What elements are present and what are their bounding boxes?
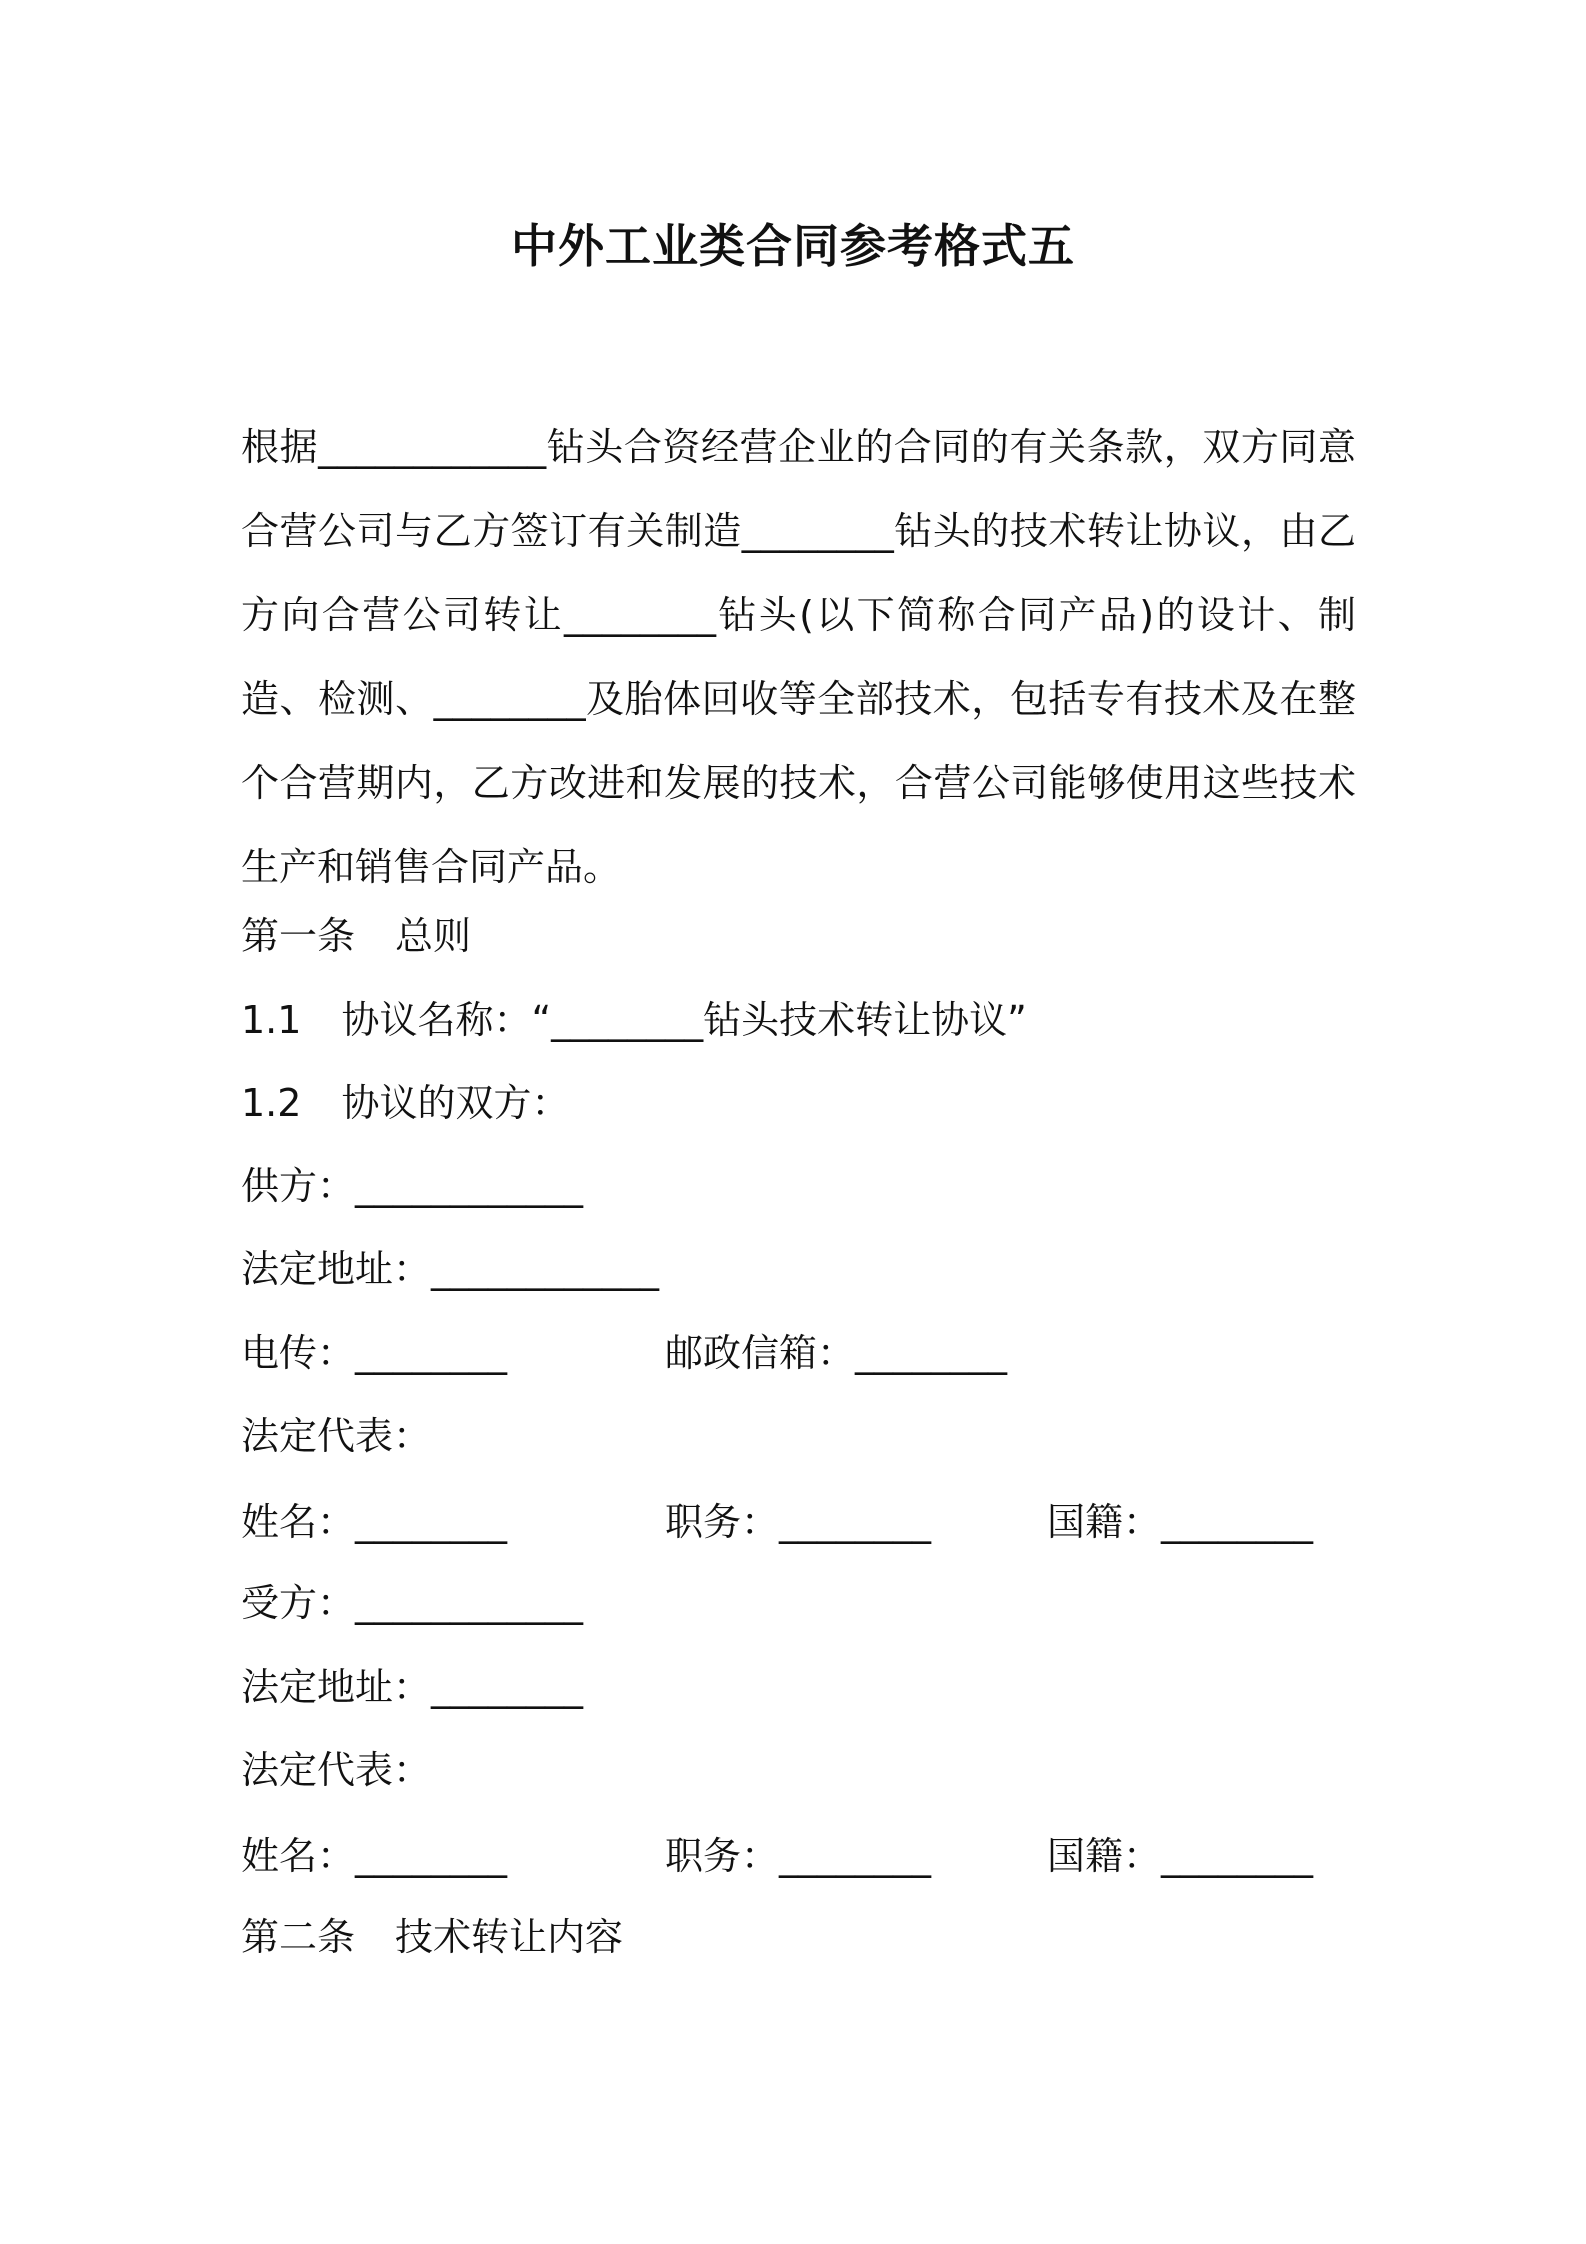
clause-1-1-text: 协议名称：“________钻头技术转让协议”	[341, 998, 1027, 1042]
supplier-contact-row	[241, 1328, 1356, 1378]
recipient-representative-label: 法定代表：	[241, 1748, 432, 1792]
recipient-address: 法定地址：________	[241, 1665, 584, 1709]
supplier-label: 供方：____________	[241, 1164, 584, 1208]
article-1-heading	[241, 911, 471, 961]
supplier-fax: 电传：________	[241, 1331, 508, 1375]
article-2-heading	[241, 1912, 623, 1962]
clause-1-2	[241, 1078, 569, 1128]
supplier-rep-name: 姓名：________	[241, 1500, 508, 1544]
recipient-rep-name: 姓名：________	[241, 1834, 508, 1878]
article-1-number: 第一条	[241, 914, 356, 958]
article-2-title: 技术转让内容	[395, 1915, 624, 1959]
supplier-representative-row	[241, 1497, 1356, 1547]
clause-1-2-number: 1.2	[241, 1081, 302, 1125]
clause-1-1-number: 1.1	[241, 998, 302, 1042]
document-title: 中外工业类合同参考格式五	[511, 219, 1075, 273]
article-2-number: 第二条	[241, 1915, 356, 1959]
clause-1-2-text: 协议的双方：	[341, 1081, 570, 1125]
supplier-rep-nationality: 国籍：________	[1047, 1500, 1314, 1544]
supplier-address: 法定地址：____________	[241, 1247, 660, 1291]
clause-1-1	[241, 995, 1027, 1045]
article-1-title: 总则	[395, 914, 472, 958]
recipient-label: 受方：____________	[241, 1581, 584, 1625]
recipient-rep-position: 职务：________	[665, 1834, 932, 1878]
recipient-representative-row	[241, 1831, 1356, 1881]
supplier-postbox: 邮政信箱：________	[665, 1331, 1008, 1375]
supplier-representative-label: 法定代表：	[241, 1414, 432, 1458]
supplier-rep-position: 职务：________	[665, 1500, 932, 1544]
intro-paragraph: 根据____________钻头合资经营企业的合同的有关条款，双方同意合营公司与乙方签订有关制造________钻头的技术转让协议，由乙方向合营公司转让________钻头(以下简称合同产品)的设计、制造、检测、________及胎体回收等全部技术，包括专有技术及在整个合营期内，乙方改进和发展的技术，合营公司能够使用这些技术生产和销售合同产品。	[241, 425, 1356, 889]
recipient-rep-nationality: 国籍：________	[1047, 1834, 1314, 1878]
